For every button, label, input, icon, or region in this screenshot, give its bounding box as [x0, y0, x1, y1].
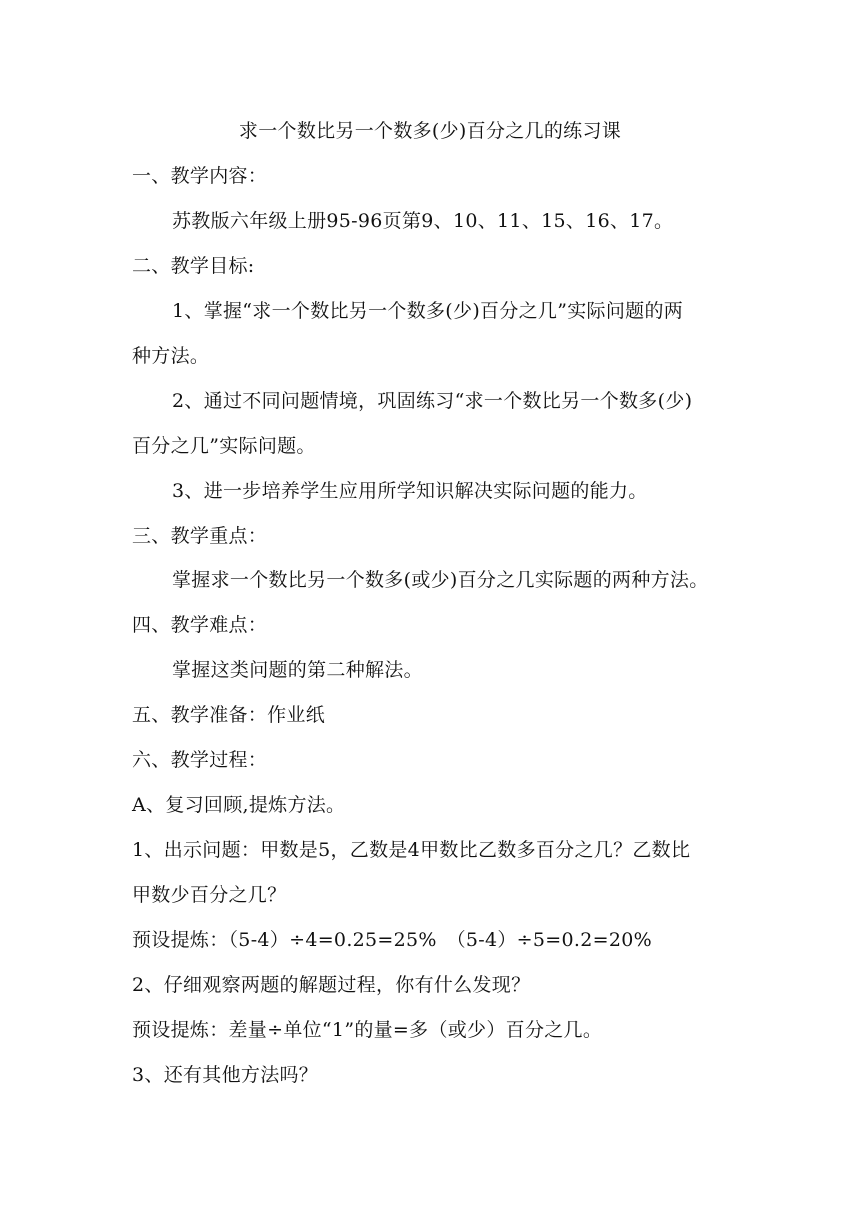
goal-3: 3、进一步培养学生应用所学知识解决实际问题的能力。 [172, 480, 648, 502]
question-1-line-1: 1、出示问题：甲数是5，乙数是4甲数比乙数多百分之几？乙数比 [132, 839, 691, 861]
question-2-answer: 预设提炼：差量÷单位“1”的量=多（或少）百分之几。 [132, 1019, 603, 1041]
goal-2-line-1: 2、通过不同问题情境，巩固练习“求一个数比另一个数多(少) [172, 390, 693, 412]
content-text: 苏教版六年级上册95-96页第9、10、11、15、16、17。 [172, 210, 674, 232]
page-title: 求一个数比另一个数多(少)百分之几的练习课 [238, 120, 622, 142]
question-2: 2、仔细观察两题的解题过程，你有什么发现？ [132, 974, 531, 996]
section-heading-difficulty: 四、教学难点： [132, 614, 268, 636]
question-1-answer: 预设提炼：（5-4）÷4=0.25=25% （5-4）÷5=0.2=20% [132, 929, 652, 951]
section-heading-goals: 二、教学目标: [132, 255, 255, 277]
section-prep: 五、教学准备：作业纸 [132, 704, 326, 726]
section-heading-key: 三、教学重点： [132, 525, 268, 547]
question-3: 3、还有其他方法吗？ [132, 1064, 319, 1086]
process-part-a: A、复习回顾,提炼方法。 [132, 794, 346, 816]
section-heading-process: 六、教学过程： [132, 749, 268, 771]
goal-1-line-1: 1、掌握“求一个数比另一个数多(少)百分之几”实际问题的两 [172, 300, 684, 322]
goal-2-line-2: 百分之几”实际问题。 [132, 435, 316, 457]
goal-1-line-2: 种方法。 [132, 345, 210, 367]
question-1-line-2: 甲数少百分之几？ [132, 884, 287, 906]
difficulty-text: 掌握这类问题的第二种解法。 [172, 659, 423, 681]
section-heading-content: 一、教学内容： [132, 165, 268, 187]
key-text: 掌握求一个数比另一个数多(或少)百分之几实际题的两种方法。 [172, 569, 709, 591]
